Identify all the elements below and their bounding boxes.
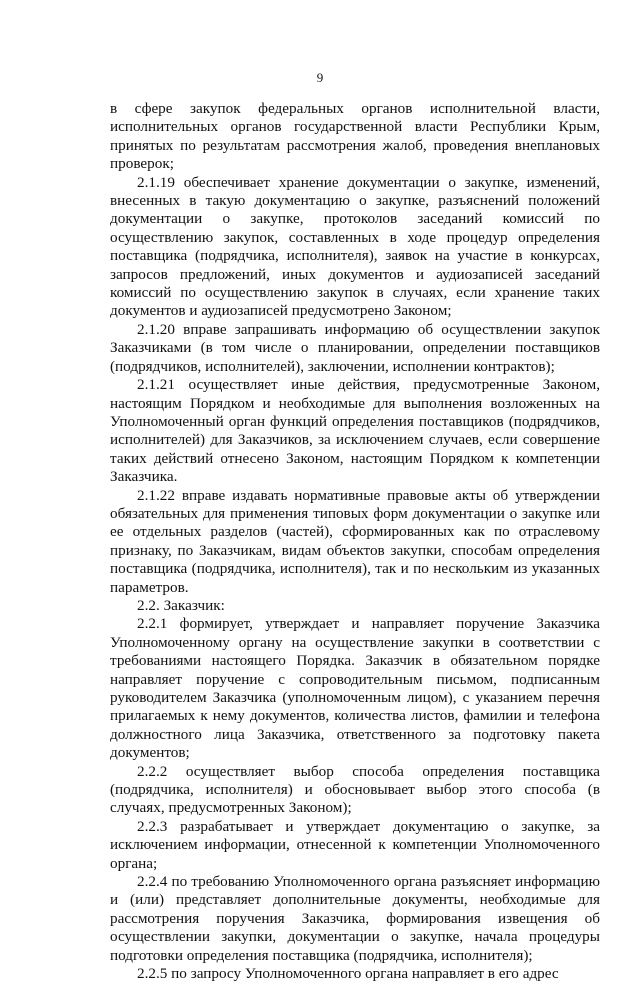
paragraph: 2.2.2 осуществляет выбор способа определения поставщика (подрядчика, исполнителя) и обосновывает выбор этого способа (в случаях, предусмотренных Законом); — [110, 762, 600, 817]
paragraph: 2.2.5 по запросу Уполномоченного органа направляет в его адрес — [137, 965, 559, 983]
document-body — [110, 100, 600, 984]
paragraph: в сфере закупок федеральных органов исполнительной власти, исполнительных органов государственной власти Республики Крым, принятых по результатам рассмотрения жалоб, проведения внеплановых проверок; — [110, 100, 600, 173]
section-heading: 2.2. Заказчик: — [137, 596, 225, 614]
paragraph: 2.1.21 осуществляет иные действия, предусмотренные Законом, настоящим Порядком и необходимые для выполнения возложенных на Уполномоченный орган функций определения поставщиков (подрядчиков, исполнителей) для Заказчиков, за исключением случаев, если совершение таких действий отнесено Законом, настоящим Порядком к компетенции Заказчика. — [110, 376, 600, 486]
paragraph: 2.2.4 по требованию Уполномоченного органа разъясняет информацию и (или) представляет дополнительные документы, необходимые для рассмотрения поручения Заказчика, формирования извещения об осуществлении закупки, документации о закупке, начала процедуры подготовки определения поставщика (подрядчика, исполнителя); — [110, 873, 600, 964]
paragraph: 2.2.3 разрабатывает и утверждает документацию о закупке, за исключением информации, отнесенной к компетенции Уполномоченного органа; — [110, 817, 600, 872]
paragraph: 2.1.22 вправе издавать нормативные правовые акты об утверждении обязательных для применения типовых форм документации о закупке или ее отдельных разделов (частей), сформированных как по отраслевому признаку, по Заказчикам, видам объектов закупки, способам определения поставщика (подрядчика, исполнителя), так и по нескольким из указанных параметров. — [110, 486, 600, 596]
paragraph: 2.1.20 вправе запрашивать информацию об осуществлении закупок Заказчиками (в том числе о планировании, определении поставщиков (подрядчиков, исполнителей), заключении, исполнении контрактов); — [110, 320, 600, 375]
page-number: 9 — [316, 70, 324, 85]
paragraph: 2.2.1 формирует, утверждает и направляет поручение Заказчика Уполномоченному органу на осуществление закупки в соответствии с требованиями настоящего Порядка. Заказчик в обязательном порядке направляет поручение с сопроводительным письмом, подписанным руководителем Заказчика (уполномоченным лицом), с указанием перечня прилагаемых к нему документов, количества листов, фамилии и телефона должностного лица Заказчика, ответственного за подготовку пакета документов; — [110, 615, 600, 762]
paragraph: 2.1.19 обеспечивает хранение документации о закупке, изменений, внесенных в такую документацию о закупке, разъяснений положений документации о закупке, протоколов заседаний комиссий по осуществлению закупок, составленных в ходе процедур определения поставщика (подрядчика, исполнителя), заявок на участие в конкурсах, запросов предложений, иных документов и аудиозаписей заседаний комиссий по осуществлению закупок в случаях, если хранение таких документов и аудиозаписей предусмотрено Законом; — [110, 173, 600, 320]
